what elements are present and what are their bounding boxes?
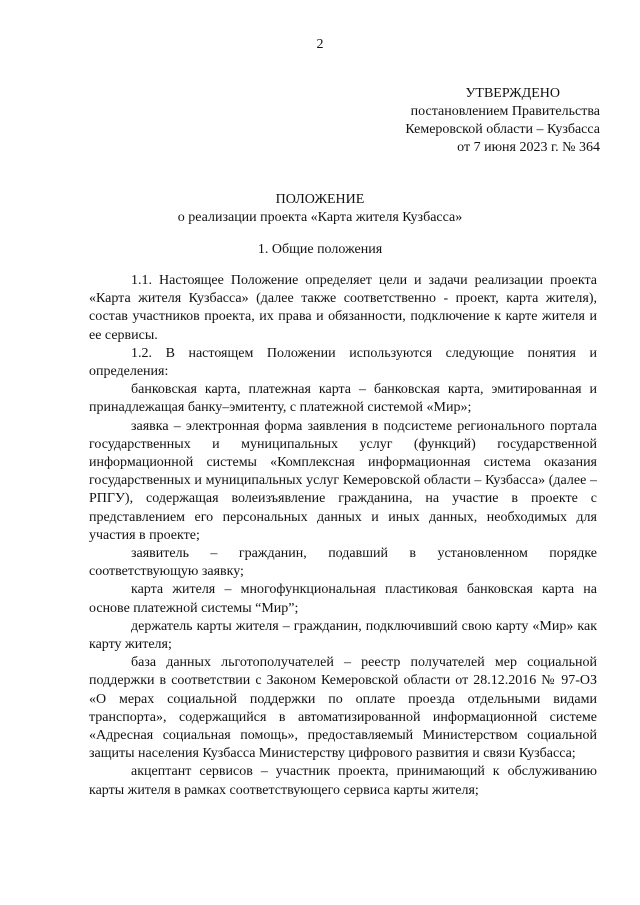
- approval-line: постановлением Правительства: [410, 104, 600, 119]
- paragraph: заявитель – гражданин, подавший в установленном порядке соответствующую заявку;: [89, 546, 597, 580]
- paragraph: держатель карты жителя – гражданин, подключивший свою карту «Мир» как карту жителя;: [89, 618, 597, 653]
- approval-block: [340, 85, 600, 157]
- paragraph: банковская карта, платежная карта – банковская карта, эмитированная и принадлежащая банку–эмитенту, с платежной системой «Мир»;: [89, 382, 597, 416]
- approval-line: Кемеровской области – Кузбасса: [405, 122, 600, 137]
- approval-title: УТВЕРЖДЕНО: [465, 86, 560, 101]
- paragraph: заявка – электронная форма заявления в подсистеме регионального портала государственных и муниципальных услуг (функций) государственной информационной системы «Комплексная информационная система оказания государственных и муниципальных услуг Кемеровской области – Кузбасса» (далее – РПГУ), содержащая волеизъявление гражданина, на участие в проекте с представлением его персональных данных и иных данных, необходимых для участия в проекте;: [89, 418, 597, 543]
- document-title-block: [0, 191, 640, 227]
- approval-line: от 7 июня 2023 г. № 364: [457, 140, 600, 155]
- document-title: ПОЛОЖЕНИЕ: [275, 192, 365, 207]
- page-number: 2: [316, 37, 324, 52]
- document-body: [89, 272, 597, 800]
- paragraph: 1.1. Настоящее Положение определяет цели и задачи реализации проекта «Карта жителя Кузбасса» (далее также соответственно - проект, карта жителя), состав участников проекта, их права и обязанности, подключение к карте жителя и ее сервисы.: [89, 273, 597, 343]
- section-title: 1. Общие положения: [257, 242, 383, 257]
- paragraph: акцептант сервисов – участник проекта, принимающий к обслуживанию карты жителя в рамках соответствующего сервиса карты жителя;: [89, 764, 597, 798]
- document-subtitle: о реализации проекта «Карта жителя Кузбасса»: [177, 210, 463, 225]
- paragraph: карта жителя – многофункциональная пластиковая банковская карта на основе платежной системы “Мир”;: [89, 582, 597, 616]
- paragraph: база данных льготополучателей – реестр получателей мер социальной поддержки в соответствии с Законом Кемеровской области от 28.12.2016 № 97-ОЗ «О мерах социальной поддержки по оплате проезда отдельными видами транспорта», содержащийся в автоматизированной информационной системе «Адресная социальная помощь», предоставляемый Министерством социальной защиты населения Кузбасса Министерству цифрового развития и связи Кузбасса;: [89, 655, 597, 762]
- paragraph: 1.2. В настоящем Положении используются следующие понятия и определения:: [89, 345, 597, 380]
